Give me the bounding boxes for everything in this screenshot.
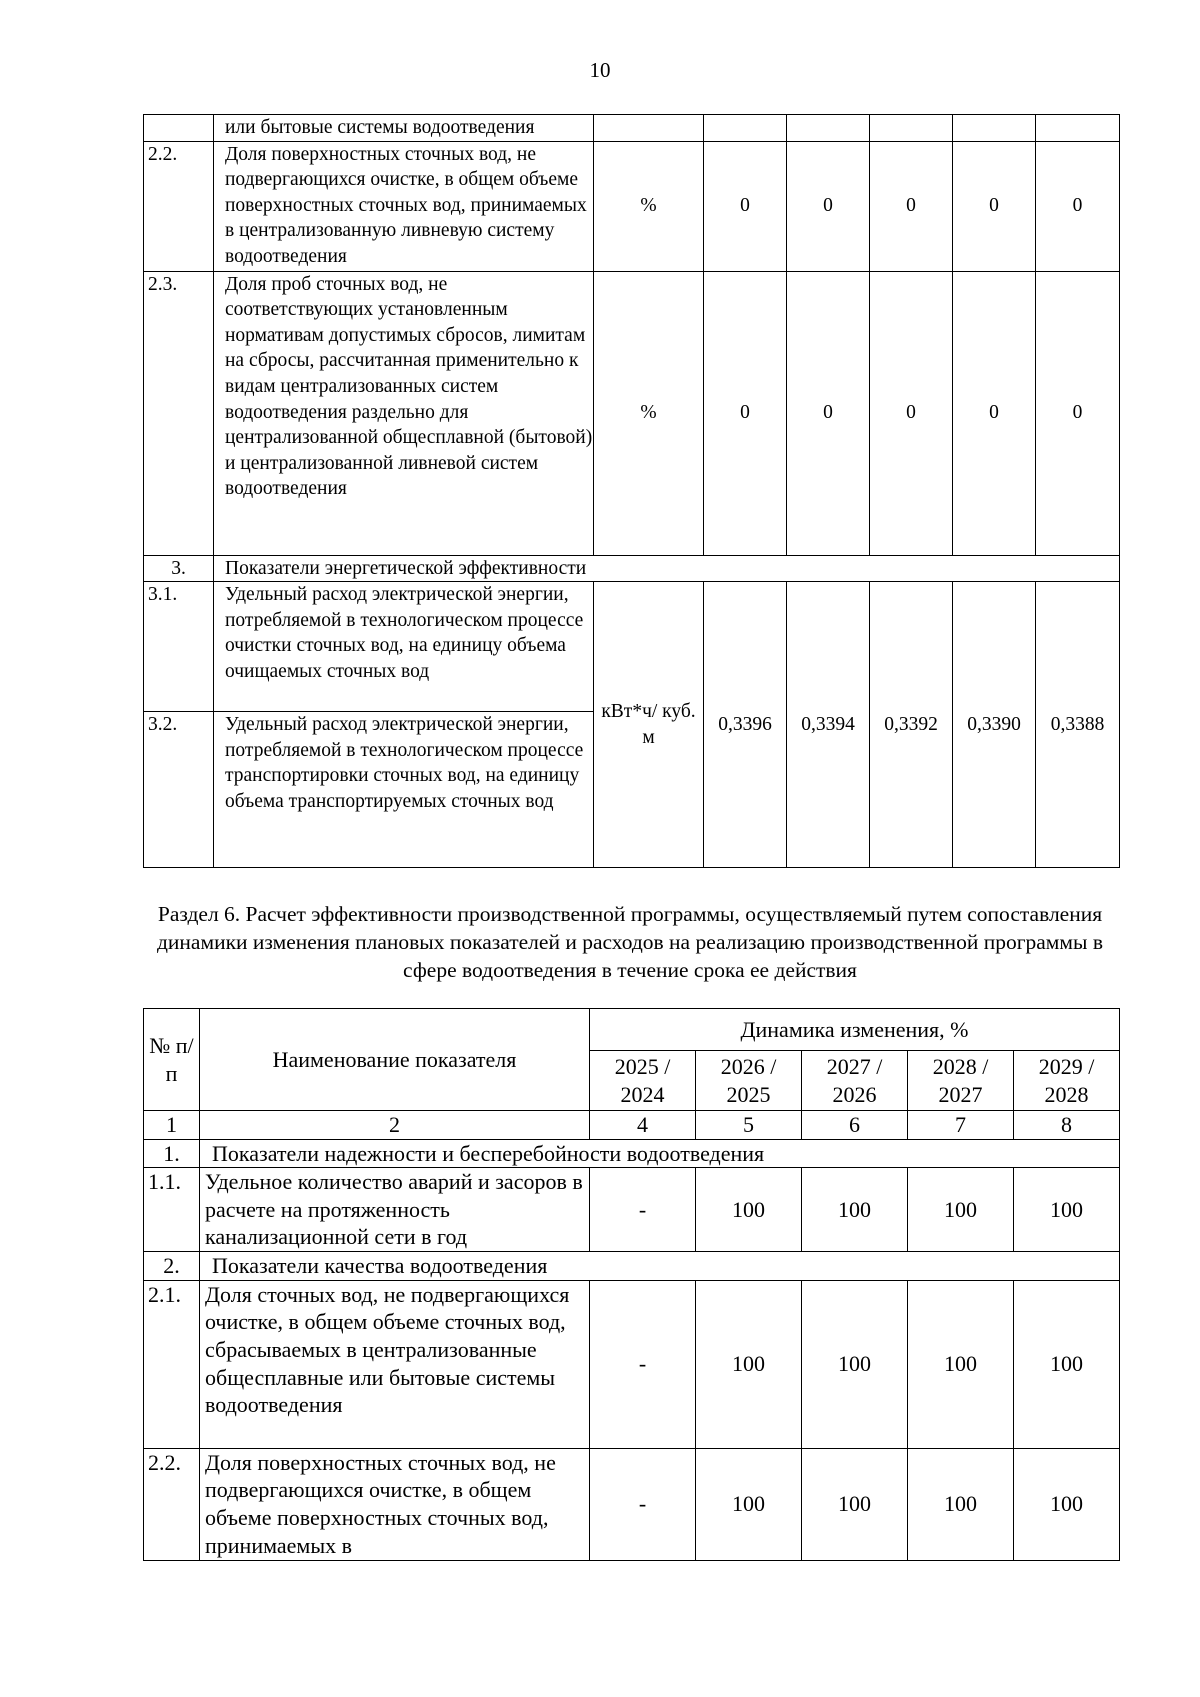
indicator-name: Доля поверхностных сточных вод, не подвергающихся очистке, в общем объеме поверхностных сточных вод, принимаемых в централизованную ливневую систему водоотведения: [214, 141, 594, 271]
unit-cell: %: [594, 141, 704, 271]
year-header: 2027 / 2026: [802, 1051, 908, 1111]
indicator-name: или бытовые системы водоотведения: [214, 115, 594, 142]
table-row: [144, 115, 1120, 142]
dynamics-table: [143, 1008, 1120, 1561]
section-title: Показатели качества водоотведения: [200, 1252, 1120, 1281]
table-row: 2.2. Доля поверхностных сточных вод, не подвергающихся очистке, в общем объеме поверхностных сточных вод, принимаемых в - 100 100 100 100: [144, 1448, 1120, 1560]
indicator-name: Доля проб сточных вод, не соответствующих установленным нормативам допустимых сбросов, лимитам на сбросы, рассчитанная применительно к видам централизованных систем водоотведения раздельно для централизованной общесплавной (бытовой) и централизованной ливневой систем водоотведения: [214, 271, 594, 555]
section-header-row: 2. Показатели качества водоотведения: [144, 1252, 1120, 1281]
column-number-row: 1 2 4 5 6 7 8: [144, 1111, 1120, 1140]
table-row: 1.1. Удельное количество аварий и засоров в расчете на протяженность канализационной сети в год - 100 100 100 100: [144, 1168, 1120, 1252]
column-header-dynamics: Динамика изменения, %: [590, 1009, 1120, 1051]
section-6-title: Раздел 6. Расчет эффективности производственной программы, осуществляемый путем сопоставления динамики изменения плановых показателей и расходов на реализацию производственной программы в сфере водоотведения в течение срока ее действия: [156, 902, 1103, 982]
indicator-name: Удельный расход электрической энергии, потребляемой в технологическом процессе очистки сточных вод, на единицу объема очищаемых сточных вод: [214, 582, 594, 712]
indicator-name: Удельное количество аварий и засоров в расчете на протяженность канализационной сети в год: [200, 1168, 590, 1252]
table-row: 2.2. Доля поверхностных сточных вод, не подвергающихся очистке, в общем объеме поверхностных сточных вод, принимаемых в централизованную ливневую систему водоотведения % 0 0 0 0 0: [144, 141, 1120, 271]
year-header: 2026 / 2025: [696, 1051, 802, 1111]
table-row: 2.1. Доля сточных вод, не подвергающихся очистке, в общем объеме сточных вод, сбрасываемых в централизованные общесплавные или бытовые системы водоотведения - 100 100 100 100: [144, 1280, 1120, 1448]
indicators-table: [143, 114, 1120, 868]
indicator-name: Удельный расход электрической энергии, потребляемой в технологическом процессе транспортировки сточных вод, на единицу объема транспортируемых сточных вод: [214, 712, 594, 868]
table-header-row: [144, 1009, 1120, 1051]
section-title: Показатели надежности и бесперебойности водоотведения: [200, 1139, 1120, 1168]
year-header: 2025 / 2024: [590, 1051, 696, 1111]
unit-cell: кВт*ч/ куб. м: [594, 582, 704, 868]
column-header-number: № п/п: [144, 1009, 200, 1111]
table-row: 3.2. Удельный расход электрической энергии, потребляемой в технологическом процессе транспортировки сточных вод, на единицу объема транспортируемых сточных вод: [144, 712, 1120, 868]
page-number: 10: [589, 58, 611, 82]
indicator-name: Доля поверхностных сточных вод, не подвергающихся очистке, в общем объеме поверхностных сточных вод, принимаемых в: [200, 1448, 590, 1560]
indicator-name: Доля сточных вод, не подвергающихся очистке, в общем объеме сточных вод, сбрасываемых в централизованные общесплавные или бытовые системы водоотведения: [200, 1280, 590, 1448]
table-row: 2.3. Доля проб сточных вод, не соответствующих установленным нормативам допустимых сбросов, лимитам на сбросы, рассчитанная применительно к видам централизованных систем водоотведения раздельно для централизованной общесплавной (бытовой) и централизованной ливневой систем водоотведения % 0 0 0 0 0: [144, 271, 1120, 555]
column-header-name: Наименование показателя: [200, 1009, 590, 1111]
section-header-row: 1. Показатели надежности и бесперебойности водоотведения: [144, 1139, 1120, 1168]
year-header: 2029 / 2028: [1014, 1051, 1120, 1111]
section-title: Показатели энергетической эффективности: [214, 555, 1120, 582]
section-header-row: 3. Показатели энергетической эффективности: [144, 555, 1120, 582]
unit-cell: %: [594, 271, 704, 555]
table-row: 3.1. Удельный расход электрической энергии, потребляемой в технологическом процессе очистки сточных вод, на единицу объема очищаемых сточных вод кВт*ч/ куб. м 0,3396 0,3394 0,3392 0,3390 0,3388: [144, 582, 1120, 712]
year-header: 2028 / 2027: [908, 1051, 1014, 1111]
